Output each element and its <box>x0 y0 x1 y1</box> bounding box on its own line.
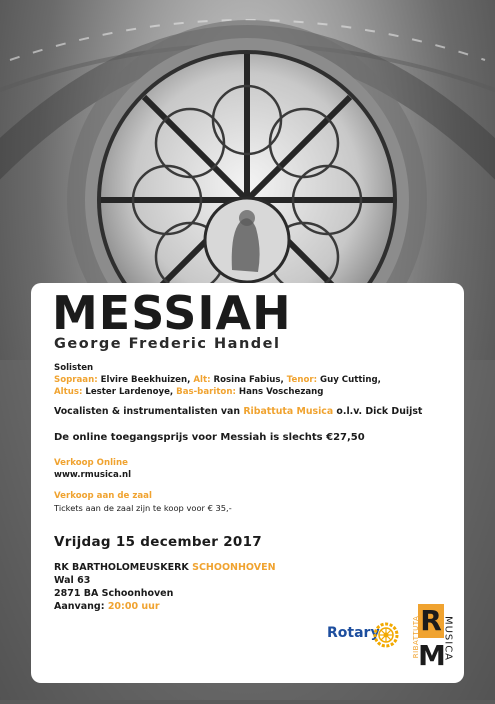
start-time-line <box>54 601 160 612</box>
ensemble-prefix: Vocalisten & instrumentalisten van <box>54 406 244 417</box>
online-sale-url[interactable]: www.rmusica.nl <box>54 470 132 480</box>
start-time: 20:00 uur <box>107 601 160 612</box>
rotary-wordmark: Rotary <box>327 625 380 641</box>
ribattuta-label: RIBATTUTA <box>412 615 420 659</box>
hall-sale-label: Verkoop aan de zaal <box>54 491 152 501</box>
soloist-name: Hans Voschezang <box>235 387 324 397</box>
rm-logo <box>418 604 444 674</box>
conductor-text: o.l.v. Dick Duijst <box>333 406 423 417</box>
soloist-name: Rosina Fabius, <box>210 375 287 385</box>
ribattuta-vertical-text <box>411 603 421 673</box>
role-label: Sopraan: <box>54 375 98 385</box>
venue-postal: 2871 BA Schoonhoven <box>54 588 174 599</box>
role-label: Altus: <box>54 387 83 397</box>
event-title: MESSIAH <box>52 286 292 340</box>
venue-line <box>54 562 276 573</box>
rotary-logo <box>327 625 380 641</box>
rotary-wheel-icon <box>373 622 399 648</box>
soloist-name: Lester Lardenoye, <box>82 387 177 397</box>
hall-sale-text: Tickets aan de zaal zijn te koop voor € 35,- <box>54 503 232 513</box>
soloist-name: Elvire Beekhuizen, <box>97 375 194 385</box>
soloists-line-1 <box>54 375 381 385</box>
role-label: Alt: <box>193 375 211 385</box>
price-line: De online toegangsprijs voor Messiah is slechts €27,50 <box>54 432 365 443</box>
event-date: Vrijdag 15 december 2017 <box>54 534 262 550</box>
ensemble-name: Ribattuta Musica <box>243 406 334 417</box>
musica-vertical-text <box>443 603 453 673</box>
ensemble-line <box>54 406 422 417</box>
role-label: Tenor: <box>286 375 318 385</box>
soloists-heading: Solisten <box>54 363 94 373</box>
composer-name: George Frederic Handel <box>54 336 281 352</box>
online-sale-label: Verkoop Online <box>54 458 128 468</box>
venue-name: RK BARTHOLOMEUSKERK <box>54 562 193 573</box>
start-label: Aanvang: <box>54 601 108 612</box>
venue-street: Wal 63 <box>54 575 91 586</box>
soloist-name: Guy Cutting, <box>317 375 381 385</box>
musica-label: MUSICA <box>442 615 454 662</box>
soloists-line-2 <box>54 387 323 397</box>
role-label: Bas-bariton: <box>176 387 236 397</box>
rm-logo-m: M <box>418 639 446 672</box>
rm-logo-r: R <box>420 604 442 637</box>
venue-city: SCHOONHOVEN <box>192 562 276 573</box>
